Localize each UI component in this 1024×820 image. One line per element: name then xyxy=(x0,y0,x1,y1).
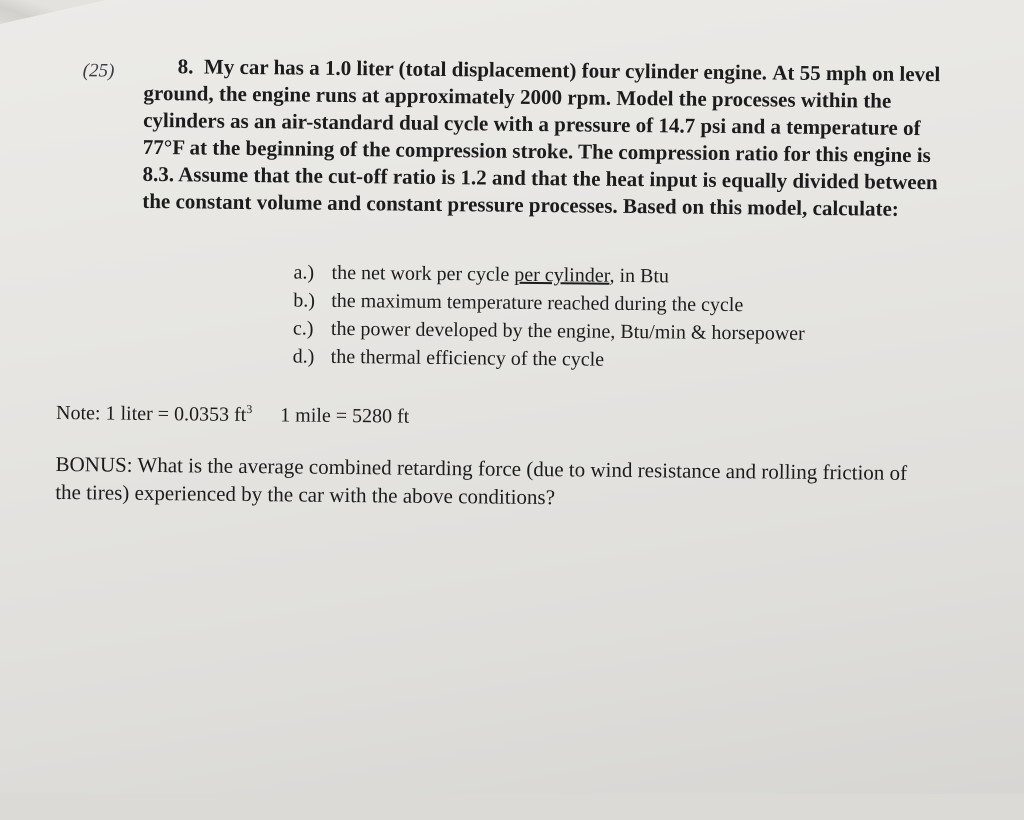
problem-number: 8. xyxy=(177,54,194,79)
part-label: a.) xyxy=(293,261,315,284)
problem-text-lead: My car has a 1.0 liter (total displacement) four cylinder engine. xyxy=(203,54,768,85)
part-label: c.) xyxy=(292,317,314,340)
question-part-d xyxy=(293,342,805,375)
unit-conversion-note xyxy=(56,402,409,429)
question-parts-list xyxy=(293,258,806,375)
problem-points: (25) xyxy=(82,60,115,82)
part-text: the power developed by the engine, Btu/min & horsepower xyxy=(330,317,805,345)
part-text: the thermal efficiency of the cycle xyxy=(330,345,605,371)
part-text-end: , in Btu xyxy=(609,264,670,288)
problem-statement xyxy=(142,53,956,223)
part-text: the maximum temperature reached during the cycle xyxy=(331,289,744,317)
note-liter-conversion: Note: 1 liter = 0.0353 ft xyxy=(55,401,247,426)
note-mile-conversion: 1 mile = 5280 ft xyxy=(280,404,410,428)
bonus-question: BONUS: What is the average combined retarding force (due to wind resistance and rolling friction of the tires) experienced by the car with the above conditions? xyxy=(55,451,908,510)
part-text: the net work per cycle xyxy=(331,261,515,286)
part-text-underlined: per cylinder xyxy=(514,263,610,287)
part-label: b.) xyxy=(293,289,316,312)
part-label: d.) xyxy=(292,345,315,368)
note-cubic-superscript: 3 xyxy=(246,401,253,417)
problem-text-rest: At 55 mph on level ground, the engine runs at approximately 2000 rpm. Model the processes within the cylinders as an air-standard dual cycle with a pressure of 14.7 psi and a temperature of 77°F at the beginning of the compression stroke. The compression ratio for this engine is 8.3. Assume that the cut-off ratio is 1.2 and that the heat input is equally divided between the constant volume and constant pressure processes. Based on this model, calculate: xyxy=(142,60,941,221)
